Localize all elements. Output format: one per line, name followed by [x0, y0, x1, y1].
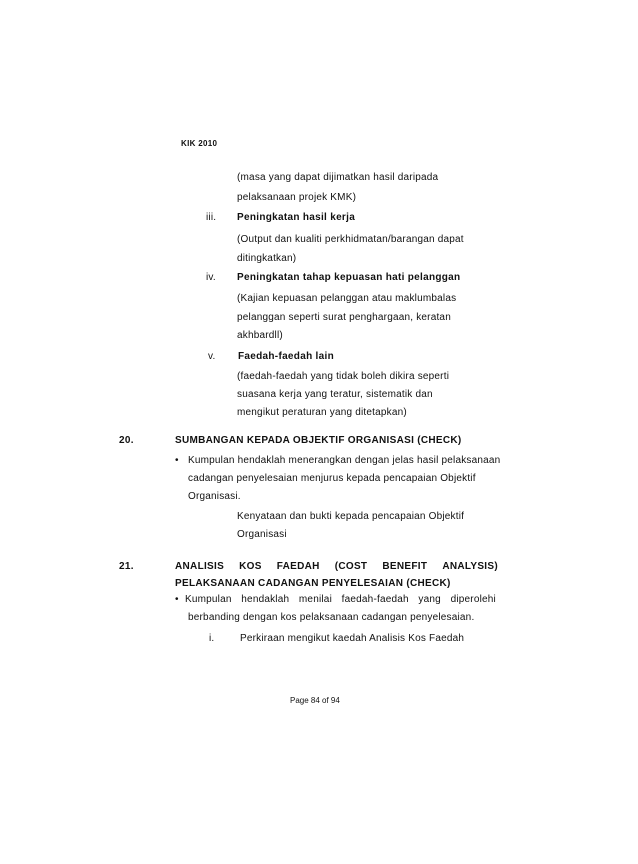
section-20-bullet-line2: cadangan penyelesaian menjurus kepada pencapaian Objektif	[188, 473, 476, 484]
document-header-label: KIK 2010	[181, 139, 218, 148]
section-21-bullet-word: diperolehi	[450, 594, 496, 605]
item-iv-description-line3: akhbardll)	[237, 330, 283, 341]
section-21-heading-word: FAEDAH	[276, 561, 320, 572]
item-iv-description-line1: (Kajian kepuasan pelanggan atau maklumbalas	[237, 293, 457, 304]
item-v-numeral: v.	[208, 351, 216, 362]
section-20-bullet-marker: •	[175, 455, 179, 466]
section-21-bullet-line2: berbanding dengan kos pelaksanaan cadangan penyelesaian.	[188, 612, 475, 623]
section-20-number: 20.	[119, 435, 134, 446]
item-iii-description-line2: ditingkatkan)	[237, 253, 297, 264]
item-ii-description-line1: (masa yang dapat dijimatkan hasil daripada	[237, 172, 439, 183]
page-number-footer: Page 84 of 94	[290, 696, 340, 705]
item-iv-heading: Peningkatan tahap kepuasan hati pelanggan	[237, 272, 461, 283]
item-v-description-line2: suasana kerja yang teratur, sistematik dan	[237, 389, 433, 400]
section-21-number: 21.	[119, 561, 134, 572]
section-21-bullet-word: faedah-faedah	[341, 594, 409, 605]
section-20-bullet-line1: Kumpulan hendaklah menerangkan dengan jelas hasil pelaksanaan	[188, 455, 501, 466]
section-21-sub-numeral: i.	[209, 633, 215, 644]
section-21-heading-word: ANALYSIS)	[442, 561, 498, 572]
section-20-note-line2: Organisasi	[237, 529, 287, 540]
item-v-description-line1: (faedah-faedah yang tidak boleh dikira seperti	[237, 371, 450, 382]
item-iii-heading: Peningkatan hasil kerja	[237, 212, 356, 223]
section-20-note-line1: Kenyataan dan bukti kepada pencapaian Objektif	[237, 511, 465, 522]
item-iv-description-line2: pelanggan seperti surat penghargaan, keratan	[237, 312, 451, 323]
item-iv-numeral: iv.	[206, 272, 216, 283]
section-21-bullet-word: hendaklah	[241, 594, 290, 605]
section-20-heading: SUMBANGAN KEPADA OBJEKTIF ORGANISASI (CHECK)	[175, 435, 462, 446]
section-21-bullet-marker: •	[175, 594, 179, 605]
section-21-heading-word: BENEFIT	[382, 561, 428, 572]
section-21-bullet-word: menilai	[298, 594, 332, 605]
section-21-heading-word: (COST	[334, 561, 368, 572]
section-21-heading-line1	[175, 561, 498, 572]
section-21-heading-word: KOS	[239, 561, 262, 572]
section-20-bullet-line3: Organisasi.	[188, 491, 241, 502]
section-21-bullet-word: yang	[418, 594, 441, 605]
item-v-heading: Faedah-faedah lain	[238, 351, 334, 362]
item-ii-description-line2: pelaksanaan projek KMK)	[237, 192, 357, 203]
section-21-bullet-line1	[185, 594, 496, 605]
section-21-bullet-word: Kumpulan	[185, 594, 232, 605]
item-iii-numeral: iii.	[206, 212, 217, 223]
section-21-heading-line2: PELAKSANAAN CADANGAN PENYELESAIAN (CHECK)	[175, 578, 451, 589]
section-21-heading-word: ANALISIS	[175, 561, 225, 572]
item-iii-description-line1: (Output dan kualiti perkhidmatan/barangan dapat	[237, 234, 464, 245]
item-v-description-line3: mengikut peraturan yang ditetapkan)	[237, 407, 407, 418]
section-21-sub-text: Perkiraan mengikut kaedah Analisis Kos Faedah	[240, 633, 465, 644]
